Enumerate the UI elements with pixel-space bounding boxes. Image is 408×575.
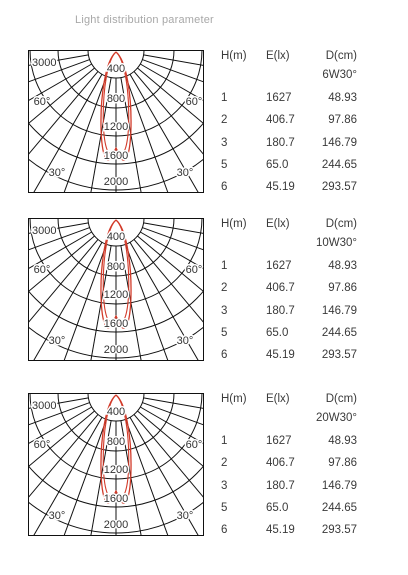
header-e: E(lx) [266, 218, 290, 230]
polar-radial-line [28, 407, 92, 523]
header-e: E(lx) [266, 393, 290, 405]
polar-radial-line [134, 239, 204, 361]
row-4-d: 244.65 [321, 159, 357, 171]
polar-radial-line [140, 232, 204, 348]
corner-label: 3000 [32, 57, 57, 69]
polar-radial-line [28, 64, 92, 180]
angle-60-right-label: 60° [185, 96, 203, 108]
polar-diagram [28, 50, 204, 193]
row-1-e: 1627 [266, 260, 292, 272]
ring-label-1600: 1600 [103, 150, 129, 162]
ring-label-400: 400 [106, 406, 126, 418]
row-4-e: 65.0 [266, 327, 289, 339]
angle-30-left-label: 30° [48, 167, 66, 179]
polar-radial-line [144, 223, 204, 263]
panel-2 [0, 218, 408, 388]
row-2-d: 97.86 [328, 282, 357, 294]
row-5-h: 6 [221, 181, 228, 193]
row-2-h: 2 [221, 282, 228, 294]
row-1-h: 1 [221, 260, 228, 272]
angle-30-right-label: 30° [176, 510, 194, 522]
row-1-h: 1 [221, 435, 228, 447]
row-3-d: 146.79 [321, 305, 357, 317]
row-2-e: 406.7 [266, 282, 295, 294]
ring-label-800: 800 [106, 93, 126, 105]
row-3-d: 146.79 [321, 480, 357, 492]
header-e: E(lx) [266, 50, 290, 62]
row-5-d: 293.57 [321, 349, 357, 361]
row-3-e: 180.7 [266, 305, 295, 317]
row-3-e: 180.7 [266, 480, 295, 492]
row-1-d: 48.93 [328, 260, 357, 272]
row-3-h: 3 [221, 137, 228, 149]
row-4-e: 65.0 [266, 159, 289, 171]
row-1-d: 48.93 [328, 92, 357, 104]
header-d: D(cm) [325, 218, 357, 230]
header-h: H(m) [221, 50, 247, 62]
row-2-e: 406.7 [266, 114, 295, 126]
model-label: 20W30° [315, 412, 357, 424]
angle-60-right-label: 60° [185, 264, 203, 276]
model-label: 6W30° [322, 69, 357, 81]
polar-radial-line [134, 71, 204, 193]
polar-radial-line [140, 64, 204, 180]
ring-label-1200: 1200 [103, 121, 129, 133]
angle-30-right-label: 30° [176, 335, 194, 347]
row-2-e: 406.7 [266, 457, 295, 469]
polar-radial-line [144, 55, 204, 95]
row-1-e: 1627 [266, 92, 292, 104]
row-4-e: 65.0 [266, 502, 289, 514]
ring-label-400: 400 [106, 63, 126, 75]
ring-label-1200: 1200 [103, 289, 129, 301]
angle-30-left-label: 30° [48, 335, 66, 347]
corner-label: 3000 [32, 225, 57, 237]
row-2-d: 97.86 [328, 114, 357, 126]
row-1-h: 1 [221, 92, 228, 104]
row-4-h: 5 [221, 159, 228, 171]
polar-diagram [28, 218, 204, 361]
row-1-d: 48.93 [328, 435, 357, 447]
row-5-e: 45.19 [266, 524, 295, 536]
row-2-h: 2 [221, 114, 228, 126]
panel-1 [0, 50, 408, 220]
row-4-h: 5 [221, 327, 228, 339]
row-3-h: 3 [221, 480, 228, 492]
header-h: H(m) [221, 393, 247, 405]
angle-30-left-label: 30° [48, 510, 66, 522]
row-3-h: 3 [221, 305, 228, 317]
row-5-h: 6 [221, 349, 228, 361]
row-4-h: 5 [221, 502, 228, 514]
row-4-d: 244.65 [321, 502, 357, 514]
model-label: 10W30° [315, 237, 357, 249]
angle-60-left-label: 60° [33, 264, 51, 276]
row-5-e: 45.19 [266, 181, 295, 193]
polar-radial-line [134, 414, 204, 536]
angle-30-right-label: 30° [176, 167, 194, 179]
row-3-e: 180.7 [266, 137, 295, 149]
row-5-d: 293.57 [321, 524, 357, 536]
ring-label-2000: 2000 [103, 344, 129, 356]
ring-label-800: 800 [106, 261, 126, 273]
row-2-h: 2 [221, 457, 228, 469]
header-d: D(cm) [325, 50, 357, 62]
ring-label-800: 800 [106, 436, 126, 448]
polar-radial-line [144, 398, 204, 438]
row-2-d: 97.86 [328, 457, 357, 469]
row-5-e: 45.19 [266, 349, 295, 361]
header-d: D(cm) [325, 393, 357, 405]
row-5-h: 6 [221, 524, 228, 536]
angle-60-left-label: 60° [33, 439, 51, 451]
panel-3 [0, 393, 408, 563]
ring-label-2000: 2000 [103, 176, 129, 188]
row-5-d: 293.57 [321, 181, 357, 193]
polar-radial-line [140, 407, 204, 523]
angle-60-right-label: 60° [185, 439, 203, 451]
ring-label-2000: 2000 [103, 519, 129, 531]
ring-label-1600: 1600 [103, 318, 129, 330]
ring-label-1600: 1600 [103, 493, 129, 505]
row-1-e: 1627 [266, 435, 292, 447]
corner-label: 3000 [32, 400, 57, 412]
row-4-d: 244.65 [321, 327, 357, 339]
polar-diagram [28, 393, 204, 536]
angle-60-left-label: 60° [33, 96, 51, 108]
polar-radial-line [28, 232, 92, 348]
page-title: Light distribution parameter [75, 14, 214, 26]
row-3-d: 146.79 [321, 137, 357, 149]
header-h: H(m) [221, 218, 247, 230]
ring-label-1200: 1200 [103, 464, 129, 476]
ring-label-400: 400 [106, 231, 126, 243]
